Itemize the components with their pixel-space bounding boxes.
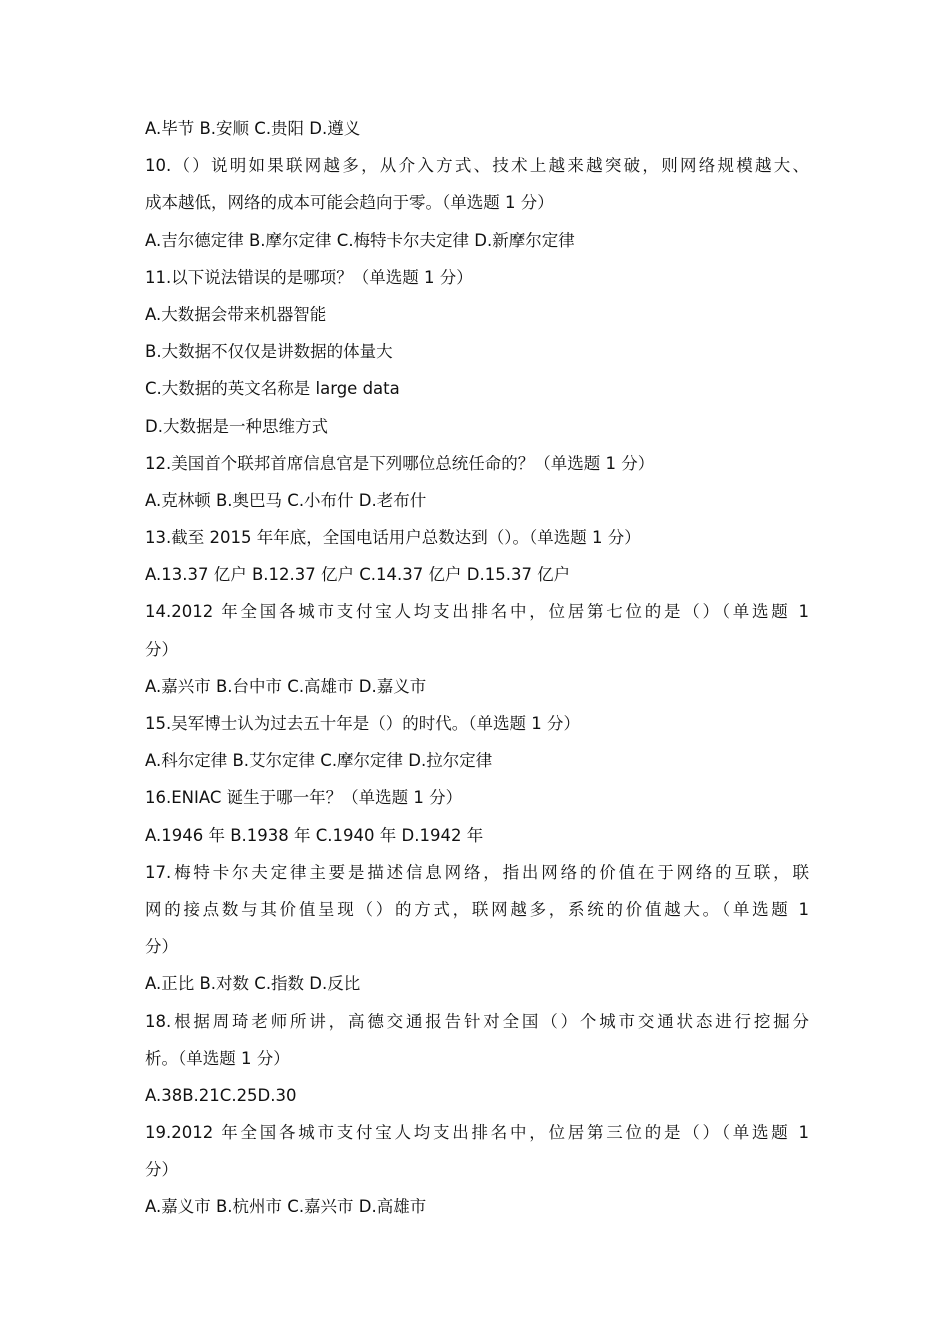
option-line: A.嘉兴市 B.台中市 C.高雄市 D.嘉义市 [145,676,427,696]
question-line: 析。（单选题 1 分） [145,1048,290,1068]
question-line: 10.（）说明如果联网越多，从介入方式、技术上越来越突破，则网络规模越大、 [145,156,809,176]
question-line: 15.吴军博士认为过去五十年是（）的时代。（单选题 1 分） [145,714,580,733]
question-line: 14.2012 年全国各城市支付宝人均支出排名中，位居第七位的是（）（单选题 1 [145,602,809,622]
question-line: 19.2012 年全国各城市支付宝人均支出排名中，位居第三位的是（）（单选题 1 [145,1123,809,1143]
option-line: A.吉尔德定律 B.摩尔定律 C.梅特卡尔夫定律 D.新摩尔定律 [145,230,575,250]
question-line: 网的接点数与其价值呈现（）的方式，联网越多，系统的价值越大。（单选题 1 [145,899,809,919]
question-line: 16.ENIAC 诞生于哪一年？（单选题 1 分） [145,788,463,808]
document-page [145,110,809,1226]
question-line: 分） [145,937,178,957]
question-line: 分） [145,1160,178,1180]
question-line: 13.截至 2015 年年底，全国电话用户总数达到（）。（单选题 1 分） [145,528,641,548]
option-line: A.大数据会带来机器智能 [145,304,327,324]
question-line: 成本越低，网络的成本可能会趋向于零。（单选题 1 分） [145,193,554,213]
option-line: A.嘉义市 B.杭州市 C.嘉兴市 D.高雄市 [145,1197,427,1217]
question-line: 12.美国首个联邦首席信息官是下列哪位总统任命的？（单选题 1 分） [145,453,655,473]
option-line: A.1946 年 B.1938 年 C.1940 年 D.1942 年 [145,825,484,845]
option-line: A.38B.21C.25D.30 [145,1085,297,1105]
option-line: A.13.37 亿户 B.12.37 亿户 C.14.37 亿户 D.15.37 亿户 [145,565,571,585]
option-line: C.大数据的英文名称是 large data [145,379,400,399]
question-line: 17.梅特卡尔夫定律主要是描述信息网络，指出网络的价值在于网络的互联，联 [145,862,809,882]
option-line: A.毕节 B.安顺 C.贵阳 D.遵义 [145,119,361,138]
option-line: D.大数据是一种思维方式 [145,416,328,436]
option-line: A.科尔定律 B.艾尔定律 C.摩尔定律 D.拉尔定律 [145,751,493,771]
question-line: 分） [145,639,178,659]
option-line: B.大数据不仅仅是讲数据的体量大 [145,342,393,362]
option-line: A.正比 B.对数 C.指数 D.反比 [145,974,361,994]
question-line: 18.根据周琦老师所讲，高德交通报告针对全国（）个城市交通状态进行挖掘分 [145,1011,809,1031]
option-line: A.克林顿 B.奥巴马 C.小布什 D.老布什 [145,490,427,510]
question-line: 11.以下说法错误的是哪项？（单选题 1 分） [145,267,473,287]
